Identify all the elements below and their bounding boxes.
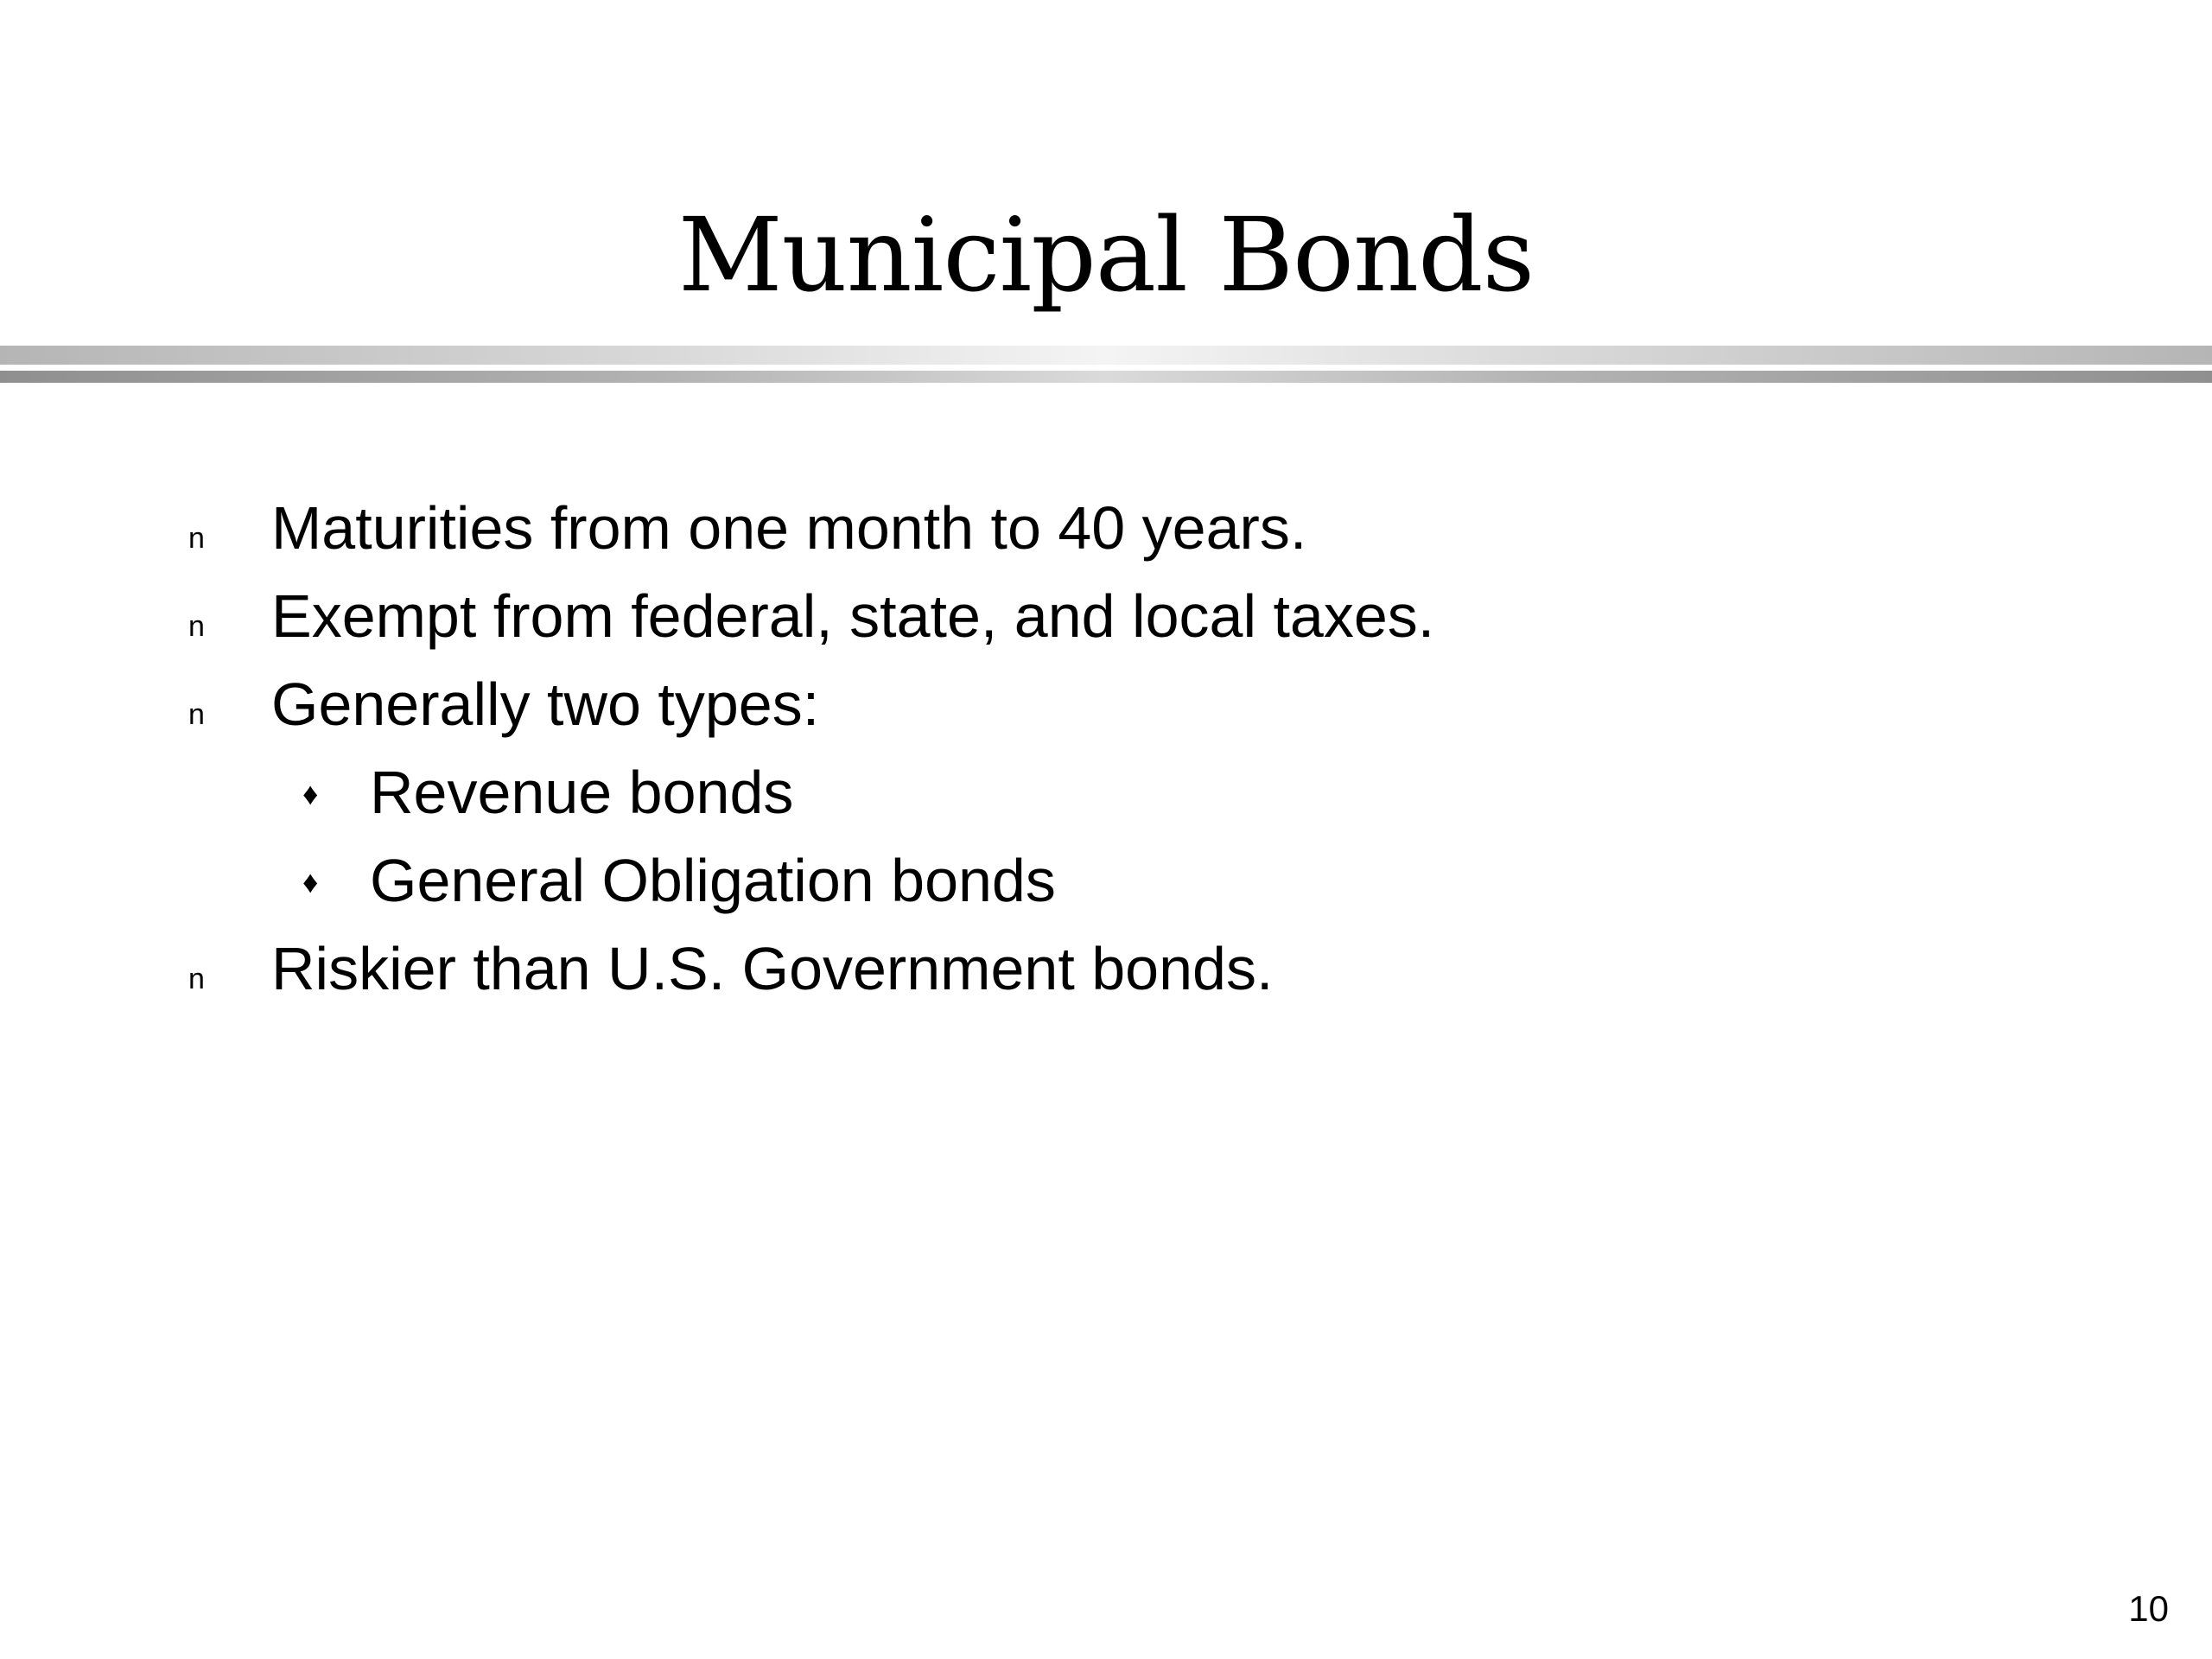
diamond-bullet-icon: ♦ [302, 864, 319, 899]
bullet-text: Maturities from one month to 40 years. [271, 494, 1307, 562]
sub-bullet-text: Revenue bonds [370, 759, 794, 826]
title-divider-bottom [0, 371, 2212, 383]
bullet-marker: n [188, 963, 205, 995]
bullet-marker: n [188, 522, 205, 555]
bullet-text: Riskier than U.S. Government bonds. [271, 935, 1274, 1002]
page-number: 10 [2128, 1588, 2169, 1629]
bullet-marker: n [188, 610, 205, 643]
bullet-text: Generally two types: [271, 671, 820, 738]
diamond-bullet-icon: ♦ [302, 776, 319, 811]
slide-title: Municipal Bonds [677, 195, 1535, 315]
bullet-list [0, 484, 2212, 1013]
sub-bullet-text: General Obligation bonds [370, 847, 1056, 914]
list-item [0, 572, 2212, 660]
bullet-text: Exempt from federal, state, and local taxes. [271, 582, 1435, 650]
list-item [0, 660, 2212, 748]
list-item [0, 925, 2212, 1013]
bullet-marker: n [188, 698, 205, 731]
sub-list-item [0, 836, 2212, 925]
sub-list-item [0, 748, 2212, 836]
title-divider-top [0, 346, 2212, 365]
list-item [0, 484, 2212, 572]
